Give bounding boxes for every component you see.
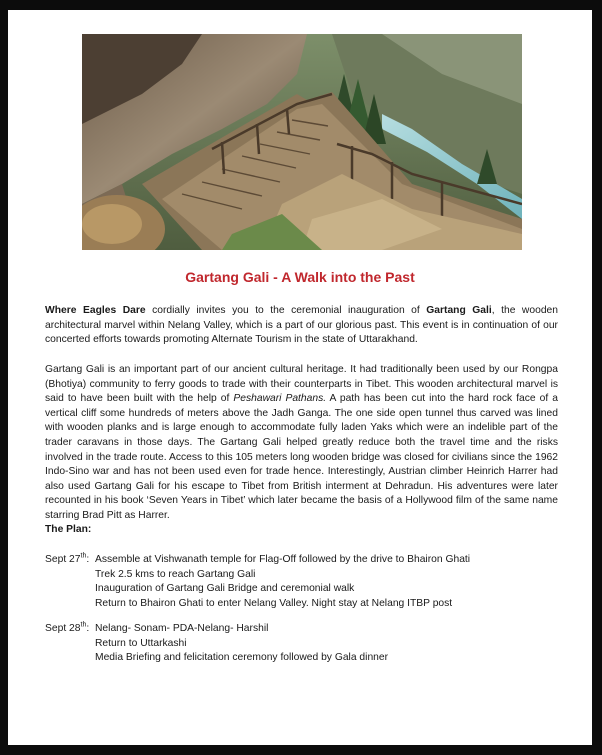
day-2-label: Sept 28th:: [45, 621, 90, 634]
gartang-gali-name: Gartang Gali: [426, 305, 492, 316]
day-2-item: Nelang- Sonam- PDA-Nelang- Harshil: [95, 623, 269, 634]
day-1-label: Sept 27th:: [45, 552, 90, 565]
document-title: Gartang Gali - A Walk into the Past: [185, 269, 415, 285]
gartang-gali-photo: [82, 34, 522, 250]
pathans-italic: Peshawari Pathans.: [233, 393, 327, 405]
day-2-item: Return to Uttarkashi: [95, 637, 187, 649]
day-2-item: Media Briefing and felicitation ceremony followed by Gala dinner: [95, 652, 389, 664]
history-paragraph: Gartang Gali is an important part of our ancient cultural heritage. It had traditionally been used by our Rongpa (Bhotiya) community to ferry goods to trade with their counterparts in Tibet. This wooden architectural marvel is said to have been built with the help of Peshawari Pathans. A path has been cut into the hard rock face of a vertical cliff some hundreds of meters above the Jadh Ganga. The one side open tunnel thus carved was lined with wooden planks and is large enough to accommodate fully laden Yaks which were an indelible part of the trader caravans in those days. The Gartang Gali helped greatly reduce both the travel time and the risks involved in the trade route. Access to this 105 meters long wooden bridge was closed for civilians since the 1962 Indo-Sino war and has not been used even for trade hence. Interestingly, Austrian climber Heinrich Harrer had also used Gartang Gali for his escape to Tibet from British interment at Dehradun. His adventures were later recounted in his book ‘Seven Years in Tibet’ which later became the basis of a Hollywood film of the same name starring Brad Pitt as Harrer.: [45, 364, 558, 521]
day-1-item: Inauguration of Gartang Gali Bridge and ceremonial walk: [95, 583, 355, 595]
intro-paragraph: Where Eagles Dare cordially invites you to the ceremonial inauguration of Gartang Gali, the wooden architectural marvel within Nelang Valley, which is a part of our glorious past. This event is in continuation of our concerted efforts towards promoting Alternate Tourism in the state of Uttarakhand.: [45, 305, 558, 346]
plan-day-2: [45, 622, 558, 666]
day-1-item: Trek 2.5 kms to reach Gartang Gali: [95, 568, 256, 580]
day-1-item: Assemble at Vishwanath temple for Flag-Off followed by the drive to Bhairon Ghati: [95, 554, 471, 565]
document-page: [8, 10, 592, 745]
day-1-item: Return to Bhairon Ghati to enter Nelang Valley. Night stay at Nelang ITBP post: [95, 597, 453, 609]
plan-heading: The Plan:: [45, 524, 92, 535]
plan-day-1: [45, 553, 558, 611]
organizer-name: Where Eagles Dare: [45, 305, 146, 316]
